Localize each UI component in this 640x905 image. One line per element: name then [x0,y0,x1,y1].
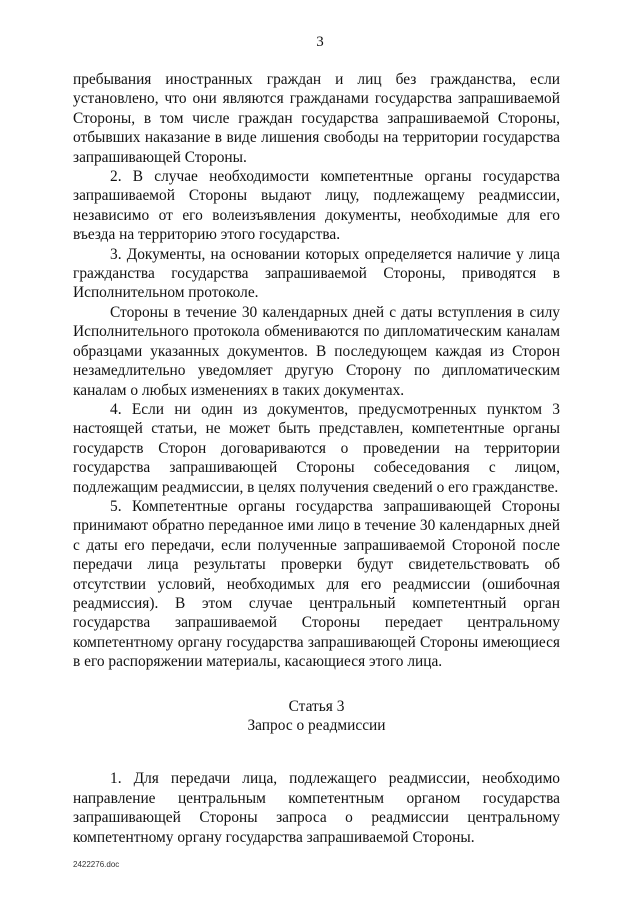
paragraph: 4. Если ни один из документов, предусмотренных пунктом 3 настоящей статьи, не может быть представлен, компетентные органы государств Сторон договариваются о проведении на территории государства запрашивающей Стороны собеседования с лицом, подлежащим реадмиссии, в целях получения сведений о его гражданстве. [73,400,560,496]
page-number: 3 [316,34,324,50]
paragraph: Стороны в течение 30 календарных дней с даты вступления в силу Исполнительного протокола обмениваются по дипломатическим каналам образцами указанных документов. В последующем каждая из Сторон незамедлительно уведомляет другую Сторону по дипломатическим каналам о любых изменениях в таких документах. [73,303,560,399]
article-heading [73,697,560,736]
paragraph: пребывания иностранных граждан и лиц без гражданства, если установлено, что они являются гражданами государства запрашиваемой Стороны, в том числе граждан государства запрашиваемой Стороны, отбывших наказание в виде лишения свободы на территории государства запрашивающей Стороны. [73,71,560,166]
document-body [73,70,560,847]
paragraph: 1. Для передачи лица, подлежащего реадмиссии, необходимо направление центральным компетентным органом государства запрашивающей Стороны запроса о реадмиссии центральному компетентному органу государства запрашиваемой Стороны. [73,770,560,846]
article-title: Запрос о реадмиссии [247,717,386,734]
footer-filename: 2422276.doc [73,860,120,869]
paragraph: 5. Компетентные органы государства запрашивающей Стороны принимают обратно переданное ими лицо в течение 30 календарных дней с даты его передачи, если полученные запрашиваемой Стороной после передачи лица результаты проверки будут свидетельствовать об отсутствии условий, необходимых для его реадмиссии (ошибочная реадмиссия). В этом случае центральный компетентный орган государства запрашиваемой Стороны передает центральному компетентному органу государства запрашивающей Стороны имеющиеся в его распоряжении материалы, касающиеся этого лица. [73,497,560,671]
paragraph: 3. Документы, на основании которых определяется наличие у лица гражданства государства запрашиваемой Стороны, приводятся в Исполнительном протоколе. [73,245,560,302]
article-number: Статья 3 [288,697,345,715]
paragraph: 2. В случае необходимости компетентные органы государства запрашиваемой Стороны выдают лицу, подлежащему реадмиссии, независимо от его волеизъявления документы, необходимые для его въезда на территорию этого государства. [73,168,560,244]
